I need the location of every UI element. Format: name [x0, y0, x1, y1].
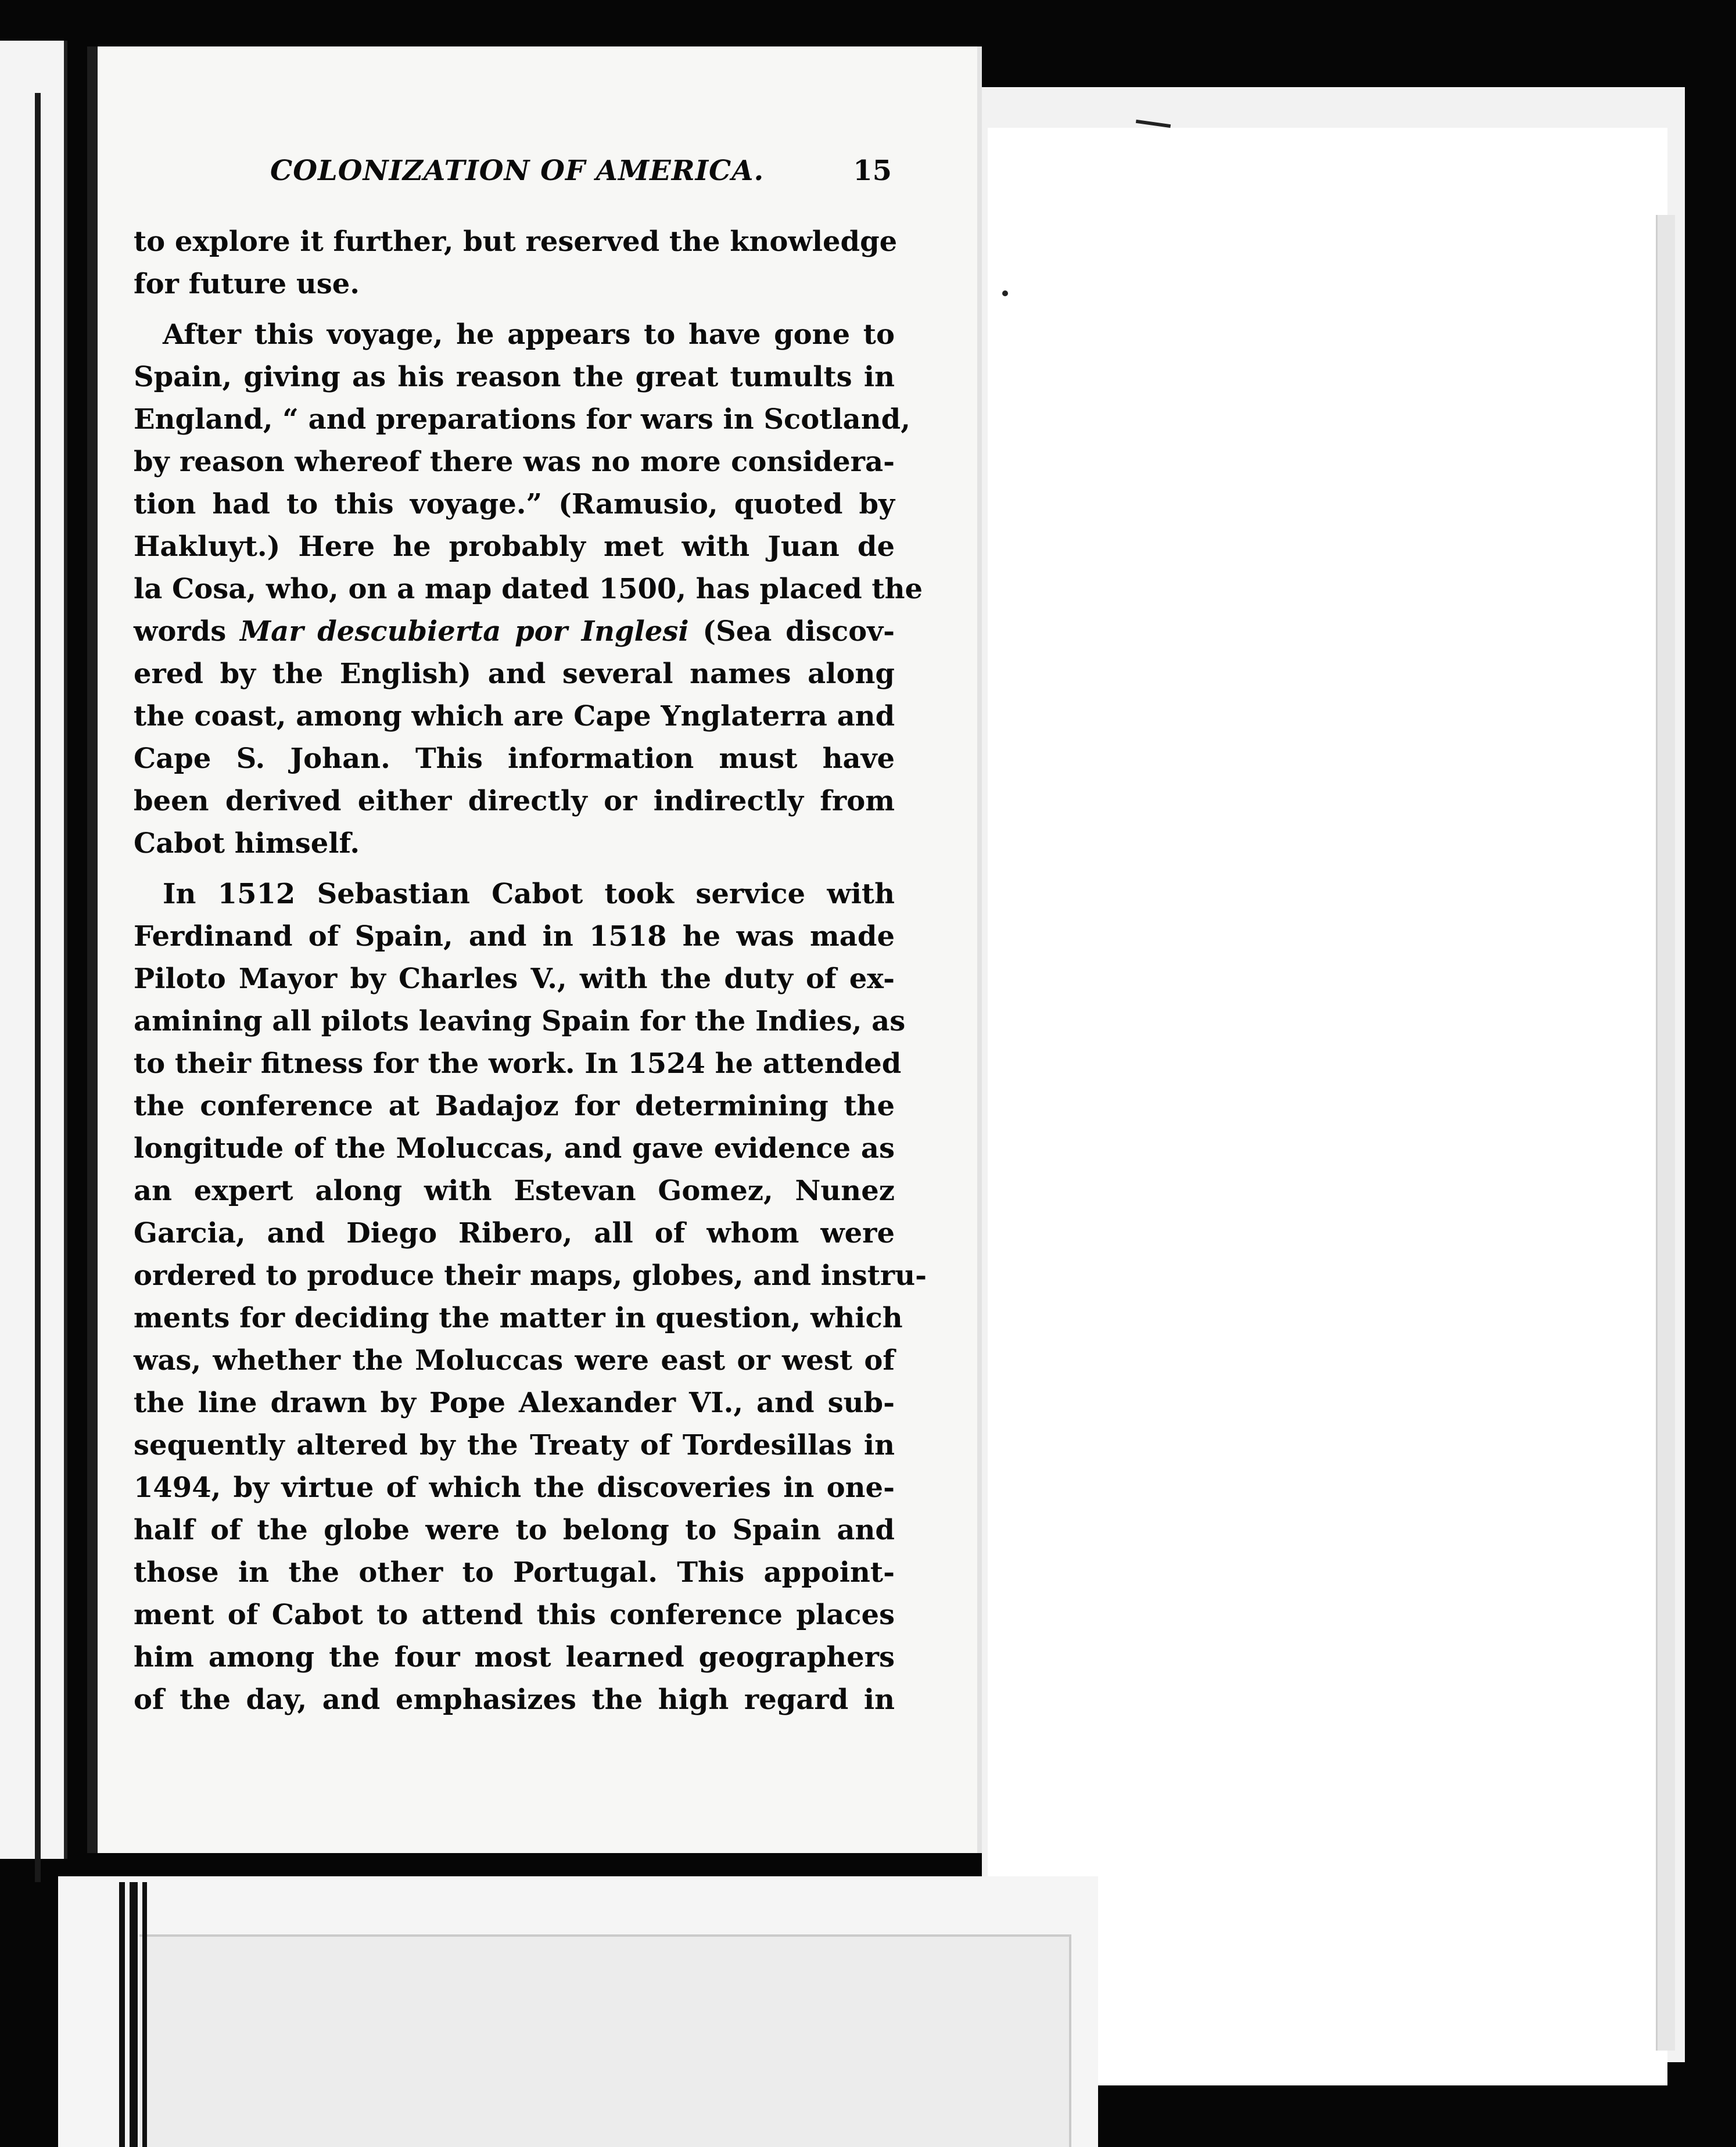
text-line: of the day, and emphasizes the high regard in — [134, 1683, 895, 1716]
text-line: After this voyage, he appears to have gone to — [163, 318, 895, 351]
text-line: Cabot himself. — [134, 827, 360, 860]
text-line: In 1512 Sebastian Cabot took service with — [163, 878, 895, 910]
text-line: for future use. — [134, 268, 360, 300]
text-line: by reason whereof there was no more considera- — [134, 446, 895, 478]
text-line: England, “ and preparations for wars in Scotland, — [134, 403, 910, 436]
text-line: ment of Cabot to attend this conference places — [134, 1599, 895, 1631]
text-line: longitude of the Moluccas, and gave evidence as — [134, 1132, 895, 1165]
text-line: amining all pilots leaving Spain for the Indies, as — [134, 1005, 906, 1037]
text-line: was, whether the Moluccas were east or west of — [134, 1344, 895, 1377]
right-blank-sheet — [988, 128, 1667, 2085]
text-line: Spain, giving as his reason the great tumults in — [134, 361, 895, 393]
running-head: COLONIZATION OF AMERICA. — [270, 155, 765, 187]
text-line: those in the other to Portugal. This appoint- — [134, 1556, 895, 1589]
text-line — [134, 611, 895, 653]
text-line: tion had to this voyage.” (Ramusio, quoted by — [134, 488, 895, 520]
page-spine — [87, 46, 98, 1853]
text-segment: words — [134, 615, 240, 648]
text-line: la Cosa, who, on a map dated 1500, has placed the — [134, 573, 923, 605]
bottom-slip-inner — [139, 1934, 1071, 2147]
text-line: Garcia, and Diego Ribero, all of whom were — [134, 1217, 895, 1250]
bottom-bars — [119, 1882, 154, 2147]
text-line: ordered to produce their maps, globes, and instru- — [134, 1259, 927, 1292]
adjacent-left-page — [0, 41, 67, 1859]
right-sheet-strip — [1656, 215, 1675, 2051]
text-line: 1494, by virtue of which the discoveries in one- — [134, 1471, 895, 1504]
text-line: an expert along with Estevan Gomez, Nunez — [134, 1175, 895, 1207]
text-line: sequently altered by the Treaty of Tordesillas in — [134, 1429, 895, 1462]
text-line: Piloto Mayor by Charles V., with the duty of ex- — [134, 963, 895, 995]
text-line: him among the four most learned geographers — [134, 1641, 895, 1674]
text-line: to explore it further, but reserved the knowledge — [134, 225, 898, 258]
left-page-edge — [35, 93, 41, 1882]
text-line: ments for deciding the matter in question, which — [134, 1302, 903, 1334]
italic-phrase: Mar descubierta por Inglesi — [239, 615, 689, 648]
text-line: Cape S. Johan. This information must have — [134, 742, 895, 775]
text-line: been derived either directly or indirectly from — [134, 785, 895, 817]
text-line: Ferdinand of Spain, and in 1518 he was made — [134, 920, 895, 953]
text-segment: (Sea discov- — [688, 615, 895, 648]
page-header — [183, 145, 927, 198]
text-line: ered by the English) and several names along — [134, 658, 895, 690]
text-line: the coast, among which are Cape Ynglaterra and — [134, 700, 895, 733]
text-line: the line drawn by Pope Alexander VI., and sub- — [134, 1387, 895, 1419]
text-line: half of the globe were to belong to Spain and — [134, 1514, 895, 1546]
body-text — [134, 221, 927, 1721]
page-number: 15 — [853, 155, 892, 187]
text-line: the conference at Badajoz for determining the — [134, 1090, 895, 1122]
text-line: to their fitness for the work. In 1524 he attended — [134, 1047, 902, 1080]
text-line: Hakluyt.) Here he probably met with Juan de — [134, 530, 895, 563]
stray-dot — [1002, 290, 1008, 296]
